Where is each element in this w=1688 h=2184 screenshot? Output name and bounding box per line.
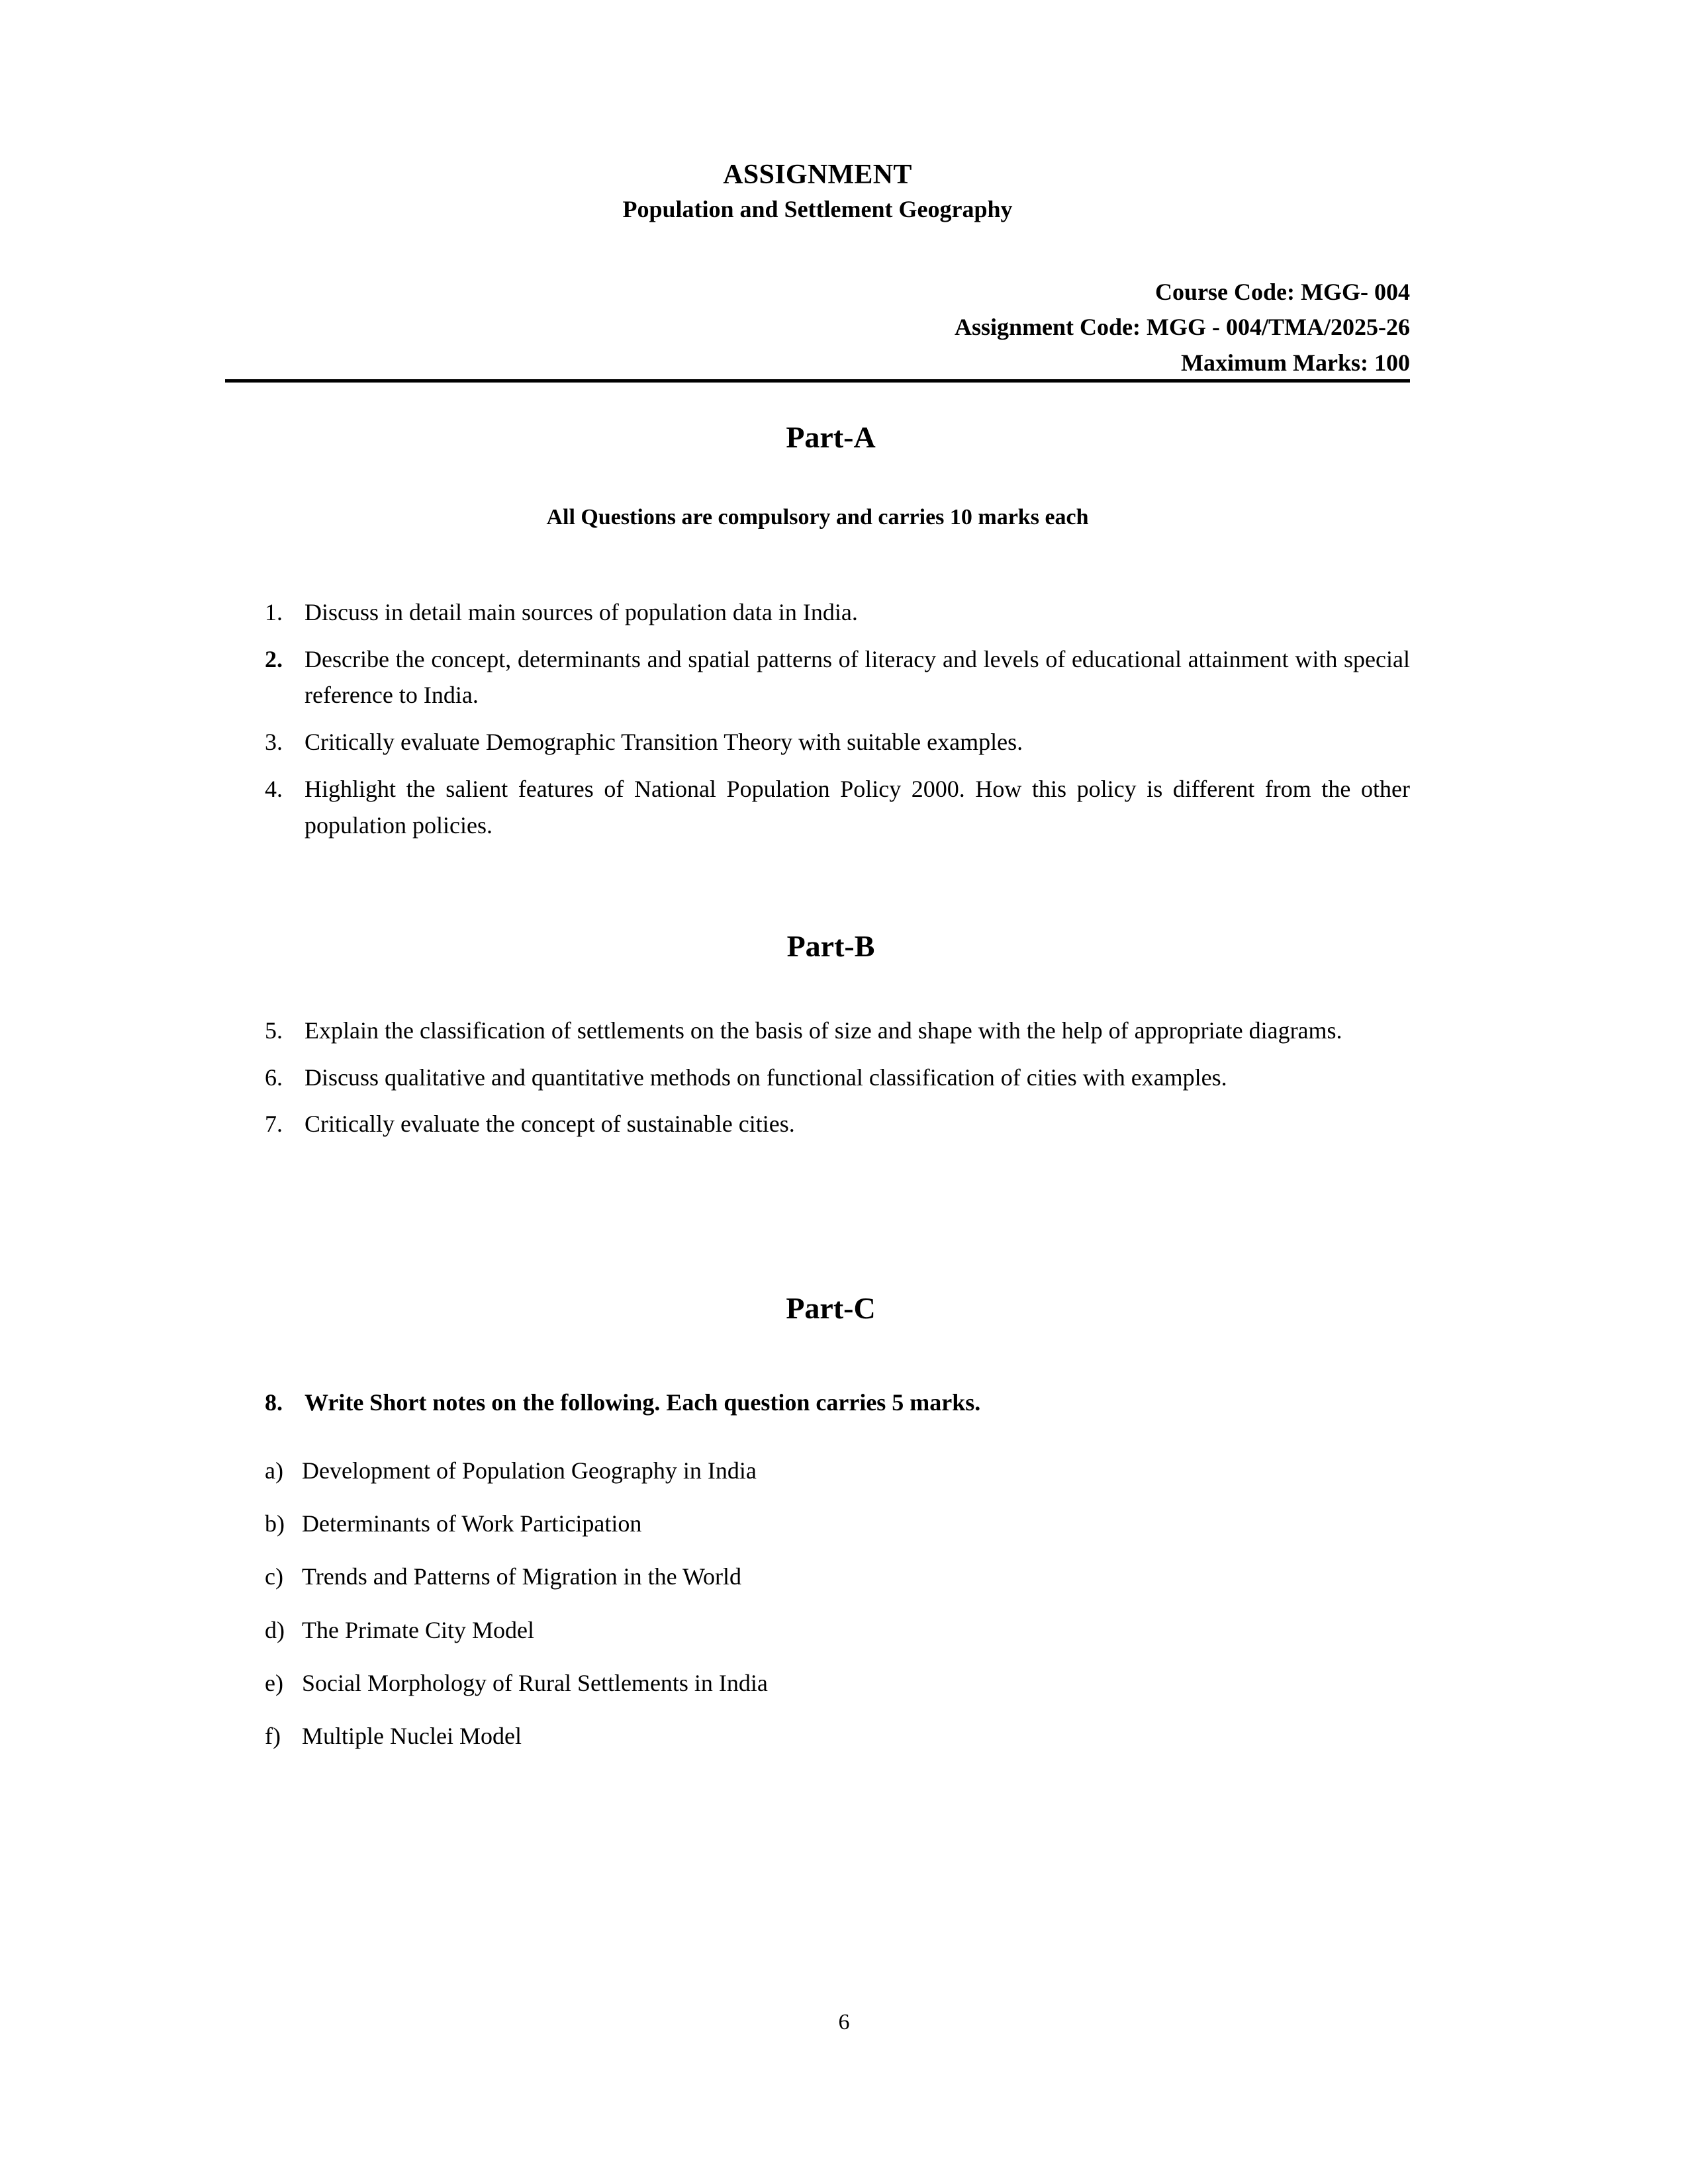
- course-meta-block: [225, 275, 1410, 381]
- question-number: 2.: [265, 645, 283, 672]
- subquestion-text: Social Morphology of Rural Settlements in India: [302, 1669, 768, 1696]
- subquestion-label: e): [265, 1669, 283, 1696]
- subquestion-label: d): [265, 1616, 285, 1643]
- header-divider: [225, 379, 1410, 383]
- page-subtitle: Population and Settlement Geography: [622, 195, 1013, 222]
- subquestion-item: [265, 1666, 1410, 1700]
- subquestion-label: a): [265, 1457, 283, 1484]
- part-c-heading: Part-C: [786, 1291, 876, 1325]
- subquestion-text: The Primate City Model: [302, 1616, 534, 1643]
- subquestion-item: [265, 1506, 1410, 1541]
- subquestion-item: [265, 1559, 1410, 1594]
- maximum-marks: Maximum Marks: 100: [1181, 349, 1410, 376]
- subquestion-text: Multiple Nuclei Model: [302, 1722, 522, 1749]
- subquestion-text: Trends and Patterns of Migration in the World: [302, 1563, 742, 1590]
- subquestion-text: Determinants of Work Participation: [302, 1510, 642, 1537]
- question-number: 5.: [265, 1017, 283, 1044]
- question-item: [265, 594, 1410, 631]
- question-item: [265, 1106, 1410, 1142]
- question-item: [265, 771, 1410, 843]
- subquestion-text: Development of Population Geography in India: [302, 1457, 757, 1484]
- subquestion-label: f): [265, 1722, 281, 1749]
- question-number: 1.: [265, 599, 283, 625]
- question-text: Write Short notes on the following. Each question carries 5 marks.: [305, 1389, 981, 1416]
- question-number: 4.: [265, 775, 283, 802]
- question-text: Discuss qualitative and quantitative methods on functional classification of cities with examples.: [305, 1064, 1227, 1091]
- subquestion-label: c): [265, 1563, 283, 1590]
- question-text: Describe the concept, determinants and spatial patterns of literacy and levels of educational attainment with special reference to India.: [305, 645, 1410, 709]
- question-number: 8.: [265, 1389, 283, 1416]
- subquestion-item: [265, 1719, 1410, 1753]
- part-a-heading: Part-A: [786, 420, 876, 454]
- page-title: ASSIGNMENT: [723, 159, 912, 190]
- subquestion-item: [265, 1453, 1410, 1488]
- question-item: [265, 1013, 1410, 1049]
- course-code: Course Code: MGG- 004: [1155, 279, 1410, 305]
- page-number: 6: [838, 2010, 850, 2034]
- question-item: [265, 1060, 1410, 1096]
- question-number: 7.: [265, 1111, 283, 1138]
- document-header: [225, 159, 1410, 224]
- part-a-question-list: [265, 594, 1410, 854]
- part-c-question-8: [265, 1386, 1450, 1419]
- question-text: Explain the classification of settlements on the basis of size and shape with the help of appropriate diagrams.: [305, 1017, 1342, 1044]
- part-a-instructions: All Questions are compulsory and carries 10 marks each: [546, 505, 1089, 529]
- part-b-question-list: [265, 1013, 1410, 1153]
- subquestion-label: b): [265, 1510, 285, 1537]
- subquestion-item: [265, 1613, 1410, 1647]
- question-text: Highlight the salient features of National Population Policy 2000. How this policy is different from the other population policies.: [305, 775, 1410, 839]
- assignment-code: Assignment Code: MGG - 004/TMA/2025-26: [955, 314, 1410, 341]
- question-number: 6.: [265, 1064, 283, 1091]
- question-text: Discuss in detail main sources of population data in India.: [305, 599, 858, 625]
- question-number: 3.: [265, 729, 283, 756]
- question-text: Critically evaluate Demographic Transition Theory with suitable examples.: [305, 729, 1023, 756]
- question-item: [265, 641, 1410, 713]
- question-item: [265, 724, 1410, 760]
- question-text: Critically evaluate the concept of sustainable cities.: [305, 1111, 795, 1138]
- part-c-subquestion-list: [265, 1453, 1410, 1772]
- part-b-heading: Part-B: [786, 929, 875, 963]
